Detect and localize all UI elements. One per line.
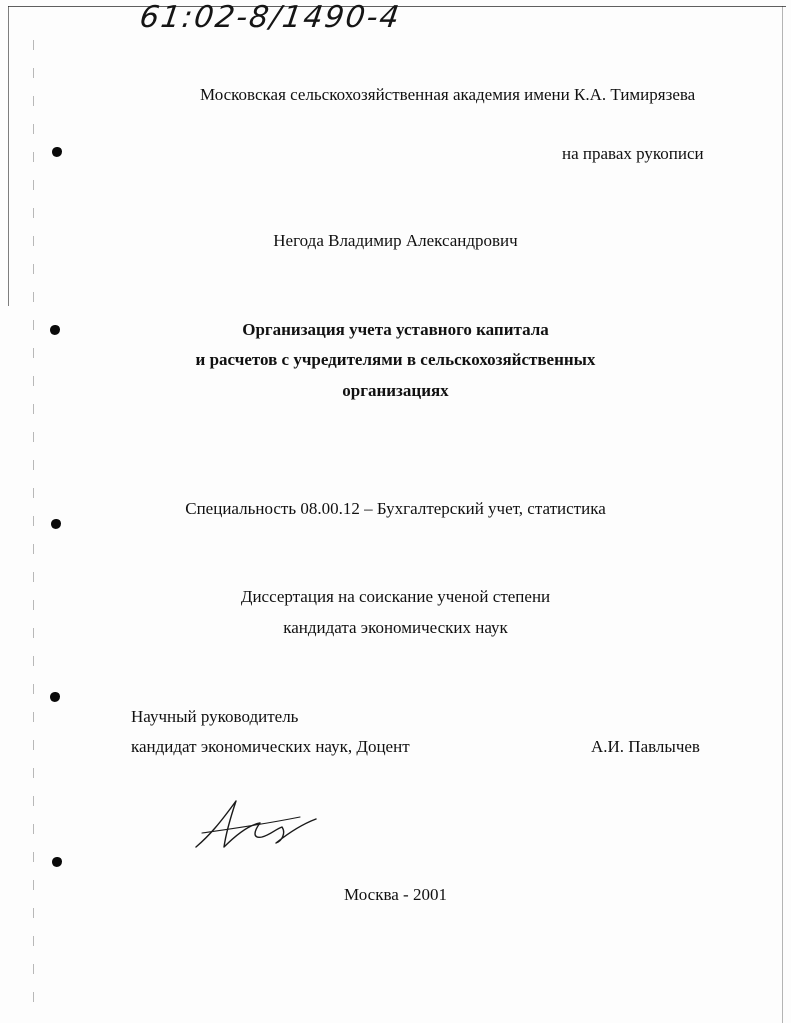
punch-hole bbox=[50, 692, 60, 702]
supervisor-title: кандидат экономических наук, Доцент bbox=[131, 737, 410, 756]
title-line-3: организациях bbox=[342, 381, 449, 400]
degree-line-1: Диссертация на соискание ученой степени bbox=[240, 587, 551, 606]
place-year: Москва - 2001 bbox=[344, 885, 447, 904]
punch-hole bbox=[52, 147, 62, 157]
specialty: Специальность 08.00.12 – Бухгалтерский учет, статистика bbox=[185, 499, 606, 518]
scan-border-left-dashed bbox=[33, 40, 34, 1020]
institution-name: Московская сельскохозяйственная академия имени К.А. Тимирязева bbox=[200, 85, 696, 104]
supervisor-name: А.И. Павлычев bbox=[591, 737, 700, 756]
manuscript-note: на правах рукописи bbox=[562, 144, 704, 163]
signature-icon bbox=[190, 795, 320, 855]
scan-border-left bbox=[8, 6, 9, 306]
punch-hole bbox=[51, 519, 61, 529]
title-line-2: и расчетов с учредителями в сельскохозяйственных bbox=[195, 350, 596, 369]
title-line-1: Организация учета уставного капитала bbox=[242, 320, 549, 339]
punch-hole bbox=[52, 857, 62, 867]
archive-code: 61:02-8/1490-4 bbox=[137, 0, 404, 35]
author-name: Негода Владимир Александрович bbox=[273, 231, 518, 250]
degree-line-2: кандидата экономических наук bbox=[283, 618, 508, 637]
supervisor-label: Научный руководитель bbox=[131, 707, 299, 726]
